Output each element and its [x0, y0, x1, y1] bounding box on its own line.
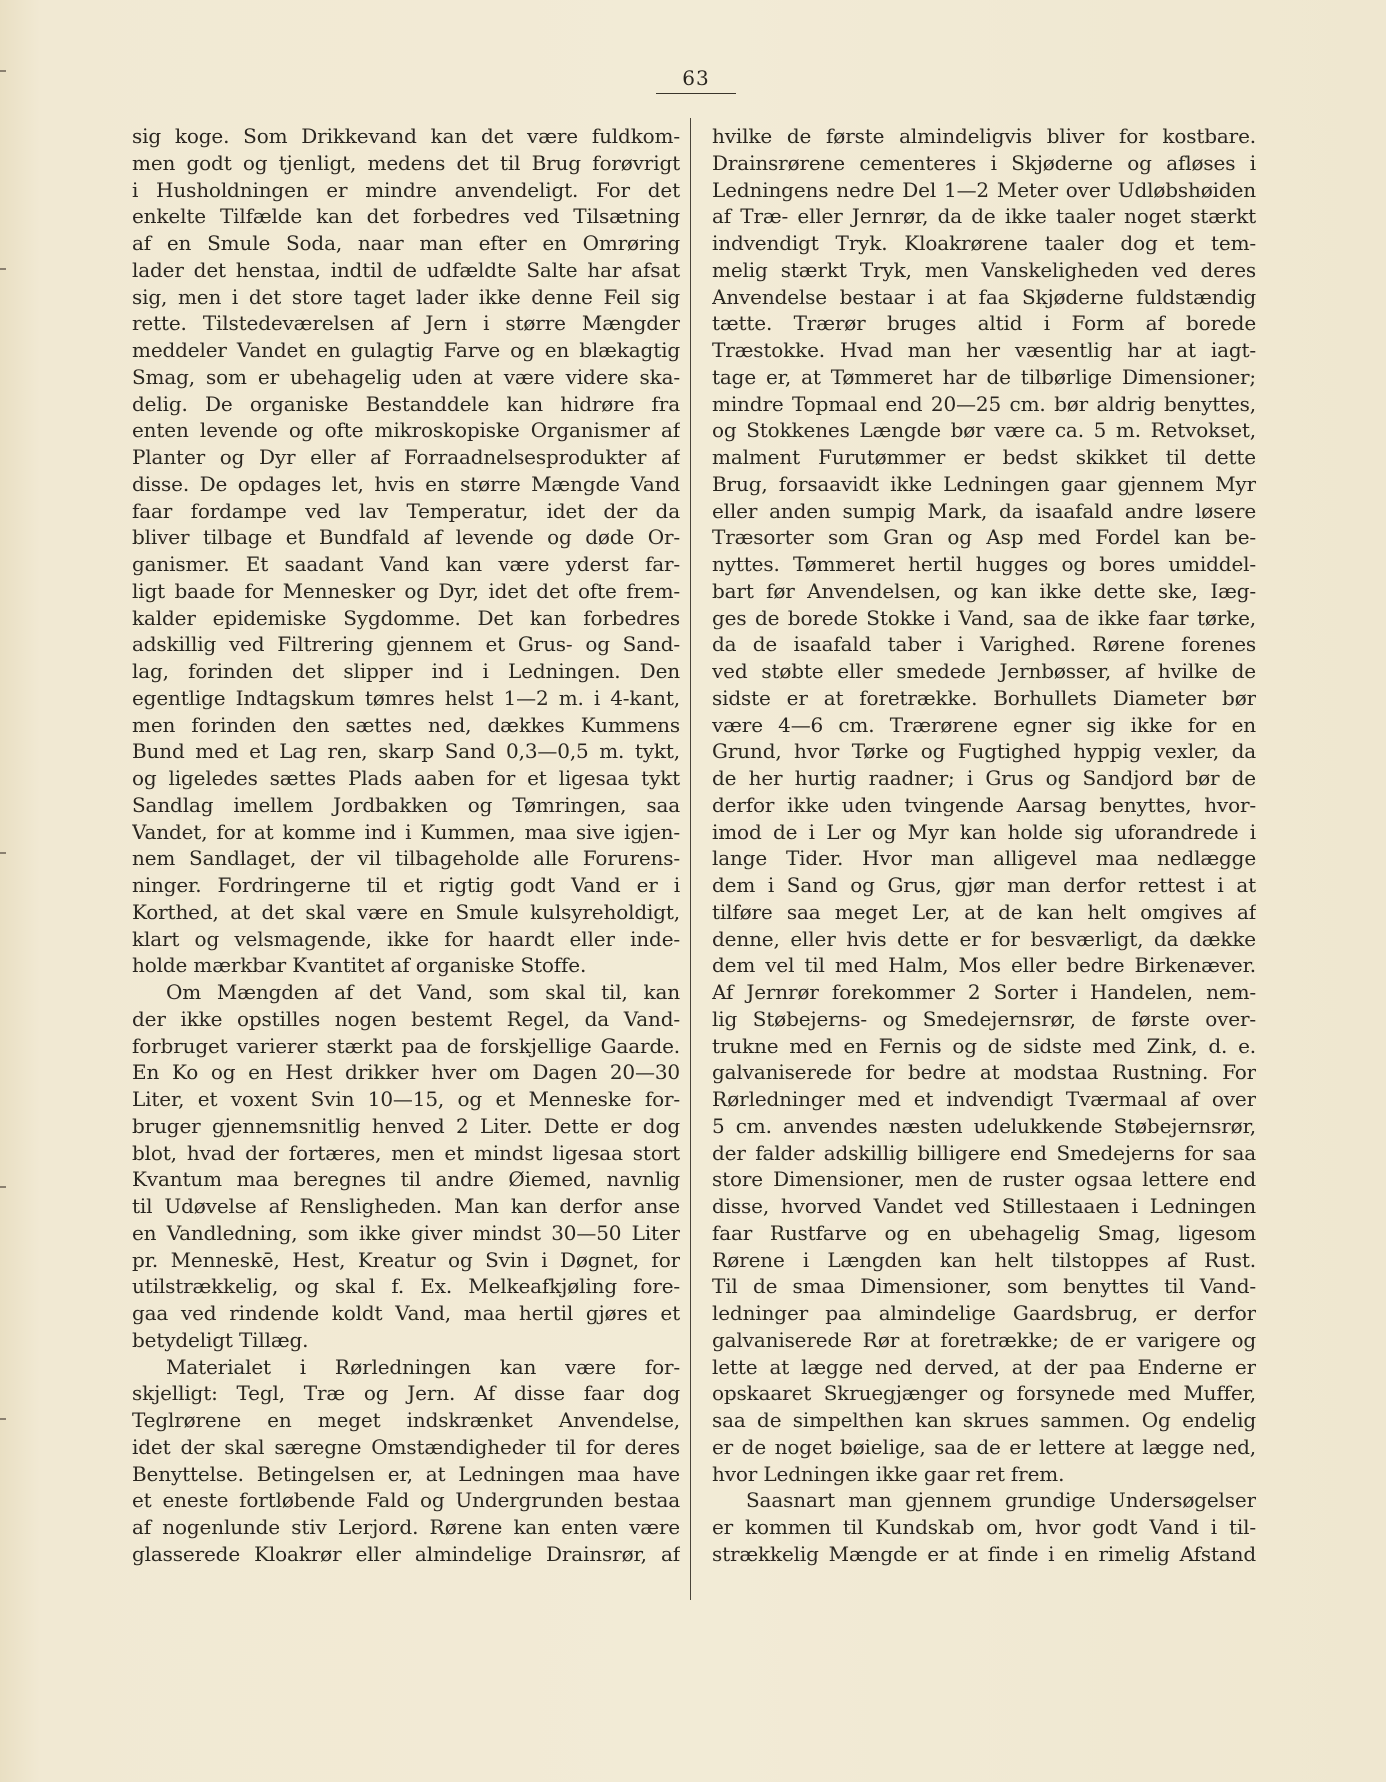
margin-mark	[0, 70, 6, 72]
column-divider	[690, 118, 691, 1600]
text-line: kalder epidemiske Sygdomme. Det kan forbedres	[132, 605, 680, 630]
text-line: mindre Topmaal end 20—25 cm. bør aldrig benyttes,	[712, 391, 1256, 416]
text-line: Kvantum maa beregnes til andre Øiemed, navnlig	[132, 1167, 680, 1192]
text-line: være 4—6 cm. Trærørene egner sig ikke for en	[712, 712, 1256, 737]
margin-mark	[0, 1418, 6, 1420]
text-line: der falder adskillig billigere end Smedejerns for saa	[712, 1140, 1256, 1165]
text-line: Benyttelse. Betingelsen er, at Ledningen maa have	[132, 1461, 680, 1486]
text-line: holde mærkbar Kvantitet af organiske Stoffe.	[132, 953, 587, 978]
text-line: lette at lægge ned derved, at der paa Enderne er	[712, 1354, 1256, 1379]
text-line: men godt og tjenligt, medens det til Brug forøvrigt	[132, 150, 680, 175]
text-line: egentlige Indtagskum tømres helst 1—2 m. i 4-kant,	[132, 685, 680, 710]
text-line: bliver tilbage et Bundfald af levende og døde Or-	[132, 525, 680, 550]
text-line: melig stærkt Tryk, men Vanskeligheden ved deres	[712, 257, 1256, 282]
text-line: Liter, et voxent Svin 10—15, og et Menneske for-	[132, 1087, 680, 1111]
text-line: Vandet, for at komme ind i Kummen, maa sive igjen-	[132, 819, 680, 844]
text-line: ges de borede Stokke i Vand, saa de ikke faar tørke,	[712, 605, 1256, 630]
text-line: derfor ikke uden tvingende Aarsag benyttes, hvor-	[712, 792, 1256, 817]
text-line: indvendigt Tryk. Kloakrørene taaler dog et tem-	[712, 231, 1256, 255]
text-line: 5 cm. anvendes næsten udelukkende Støbejernsrør,	[712, 1113, 1256, 1138]
text-line: Træstokke. Hvad man her væsentlig har at iagt-	[712, 338, 1256, 362]
text-line: er kommen til Kundskab om, hvor godt Vand i til-	[712, 1515, 1256, 1539]
text-line: hvor Ledningen ikke gaar ret frem.	[712, 1461, 1065, 1486]
text-line: nem Sandlaget, der vil tilbageholde alle Forurens-	[132, 846, 680, 871]
margin-mark	[0, 1186, 6, 1188]
text-line: idet der skal særegne Omstændigheder til for deres	[132, 1434, 680, 1459]
text-line: galvaniserede Rør at foretrække; de er varigere og	[712, 1327, 1256, 1352]
text-line: saa de simpelthen kan skrues sammen. Og endelig	[712, 1408, 1256, 1432]
text-line: de her hurtig raadner; i Grus og Sandjord bør de	[712, 766, 1256, 790]
text-line: Bund med et Lag ren, skarp Sand 0,3—0,5 m. tykt,	[132, 739, 680, 764]
text-line: eller anden sumpig Mark, da isaafald andre løsere	[712, 498, 1256, 523]
text-line: disse, hvorved Vandet ved Stillestaaen i Ledningen	[712, 1194, 1256, 1218]
text-line: malment Furutømmer er bedst skikket til dette	[712, 445, 1256, 469]
page-number: 63	[682, 66, 710, 90]
text-line: Sandlag imellem Jordbakken og Tømringen, saa	[132, 792, 680, 817]
text-line: tætte. Trærør bruges altid i Form af borede	[712, 311, 1256, 336]
text-line: dem vel til med Halm, Mos eller bedre Birkenæver.	[712, 953, 1256, 978]
text-line: lig Støbejerns- og Smedejernsrør, de første over-	[712, 1006, 1256, 1031]
text-line: Korthed, at det skal være en Smule kulsyreholdigt,	[132, 899, 680, 924]
text-line: er de noget bøielige, saa de er lettere at lægge ned,	[712, 1434, 1256, 1459]
text-line: tage er, at Tømmeret har de tilbørlige Dimensioner;	[712, 364, 1256, 389]
text-line: Smag, som er ubehagelig uden at være videre ska-	[132, 364, 680, 389]
text-line: faar fordampe ved lav Temperatur, idet der da	[132, 498, 680, 523]
text-line: denne, eller hvis dette er for besværligt, da dække	[712, 926, 1256, 951]
text-line: utilstrækkelig, og skal f. Ex. Melkeafkjøling fore-	[132, 1274, 680, 1299]
text-line: enkelte Tilfælde kan det forbedres ved Tilsætning	[132, 204, 680, 229]
text-line: Af Jernrør forekommer 2 Sorter i Handelen, nem-	[712, 980, 1256, 1004]
text-line: sidste er at foretrække. Borhullets Diameter bør	[712, 685, 1256, 710]
text-line: betydeligt Tillæg.	[132, 1327, 309, 1352]
text-line: imod de i Ler og Myr kan holde sig uforandrede i	[712, 819, 1256, 844]
text-line: galvaniserede for bedre at modstaa Rustning. For	[712, 1060, 1256, 1085]
text-line: bart før Anvendelsen, og kan ikke dette ske, Iæg-	[712, 578, 1256, 603]
text-line: en Vandledning, som ikke giver mindst 30—50 Liter	[132, 1220, 680, 1245]
text-line: ganismer. Et saadant Vand kan være yderst far-	[132, 552, 680, 576]
text-line: men forinden den sættes ned, dækkes Kummens	[132, 712, 680, 737]
text-line: til Udøvelse af Rensligheden. Man kan derfor anse	[132, 1194, 680, 1218]
text-line: pr. Menneskē, Hest, Kreatur og Svin i Døgnet, for	[132, 1247, 680, 1272]
text-line: Træsorter som Gran og Asp med Fordel kan be-	[712, 525, 1256, 550]
text-line: delig. De organiske Bestanddele kan hidrøre fra	[132, 391, 680, 416]
text-line: blot, hvad der fortæres, men et mindst ligesaa stort	[132, 1140, 680, 1165]
text-line: Til de smaa Dimensioner, som benyttes til Vand-	[712, 1274, 1256, 1299]
margin-mark	[0, 268, 6, 270]
text-line: Teglrørene en meget indskrænket Anvendelse,	[132, 1408, 680, 1432]
text-line: et eneste fortløbende Fald og Undergrunden bestaa	[132, 1488, 680, 1513]
text-line: af nogenlunde stiv Lerjord. Rørene kan enten være	[132, 1515, 680, 1539]
text-line: Rørene i Længden kan helt tilstoppes af Rust.	[712, 1247, 1256, 1272]
text-line: Saasnart man gjennem grundige Undersøgelser	[746, 1488, 1256, 1513]
text-line: ledninger paa almindelige Gaardsbrug, er derfor	[712, 1301, 1256, 1325]
text-line: Drainsrørene cementeres i Skjøderne og afløses i	[712, 150, 1256, 175]
text-line: faar Rustfarve og en ubehagelig Smag, ligesom	[712, 1220, 1256, 1245]
text-line: rette. Tilstedeværelsen af Jern i større Mængder	[132, 311, 680, 336]
text-line: hvilke de første almindeligvis bliver for kostbare.	[712, 124, 1256, 148]
text-line: der ikke opstilles nogen bestemt Regel, da Vand-	[132, 1006, 680, 1031]
text-line: og Stokkenes Længde bør være ca. 5 m. Retvokset,	[712, 418, 1256, 443]
text-line: adskillig ved Filtrering gjennem et Grus- og Sand-	[132, 632, 680, 657]
margin-mark	[0, 852, 6, 854]
text-line: lag, forinden det slipper ind i Ledningen. Den	[132, 659, 680, 683]
header-rule	[656, 93, 736, 94]
text-line: forbruget varierer stærkt paa de forskjellige Gaarde.	[132, 1033, 680, 1058]
text-line: lange Tider. Hvor man alligevel maa nedlægge	[712, 846, 1256, 871]
text-line: enten levende og ofte mikroskopiske Organismer af	[132, 418, 680, 443]
text-line: klart og velsmagende, ikke for haardt eller inde-	[132, 926, 680, 951]
text-line: af en Smule Soda, naar man efter en Omrøring	[132, 231, 680, 255]
text-line: nyttes. Tømmeret hertil hugges og bores umiddel-	[712, 552, 1256, 576]
text-line: Grund, hvor Tørke og Fugtighed hyppig vexler, da	[712, 739, 1256, 764]
text-line: sig, men i det store taget lader ikke denne Feil sig	[132, 284, 680, 309]
text-line: gaa ved rindende koldt Vand, maa hertil gjøres et	[132, 1301, 680, 1325]
text-line: da de isaafald taber i Varighed. Rørene forenes	[712, 632, 1256, 657]
text-line: Anvendelse bestaar i at faa Skjøderne fuldstændig	[712, 284, 1256, 309]
text-line: af Træ- eller Jernrør, da de ikke taaler noget stærkt	[712, 204, 1256, 229]
text-line: skjelligt: Tegl, Træ og Jern. Af disse faar dog	[132, 1381, 680, 1406]
text-line: i Husholdningen er mindre anvendeligt. For det	[132, 177, 680, 202]
text-line: sig koge. Som Drikkevand kan det være fuldkom-	[132, 124, 680, 148]
text-line: dem i Sand og Grus, gjør man derfor rettest i at	[712, 873, 1256, 897]
text-line: Om Mængden af det Vand, som skal til, kan	[166, 980, 680, 1004]
text-line: Rørledninger med et indvendigt Tværmaal af over	[712, 1087, 1256, 1111]
right-column	[712, 123, 1256, 1568]
text-line: lader det henstaa, indtil de udfældte Salte har afsat	[132, 257, 680, 282]
text-line: Materialet i Rørledningen kan være for-	[166, 1354, 680, 1379]
text-line: store Dimensioner, men de ruster ogsaa lettere end	[712, 1167, 1256, 1192]
text-line: Planter og Dyr eller af Forraadnelsesprodukter af	[132, 445, 680, 469]
text-line: trukne med en Fernis og de sidste med Zink, d. e.	[712, 1033, 1256, 1058]
text-line: ved støbte eller smedede Jernbøsser, af hvilke de	[712, 659, 1256, 683]
text-line: ninger. Fordringerne til et rigtig godt Vand er i	[132, 873, 680, 897]
text-line: En Ko og en Hest drikker hver om Dagen 20—30	[132, 1060, 680, 1085]
text-line: Ledningens nedre Del 1—2 Meter over Udløbshøiden	[712, 177, 1256, 202]
text-line: Brug, forsaavidt ikke Ledningen gaar gjennem Myr	[712, 471, 1256, 496]
text-line: og ligeledes sættes Plads aaben for et ligesaa tykt	[132, 766, 680, 790]
text-line: ligt baade for Mennesker og Dyr, idet det ofte frem-	[132, 578, 680, 603]
text-line: tilføre saa meget Ler, at de kan helt omgives af	[712, 899, 1256, 924]
text-line: meddeler Vandet en gulagtig Farve og en blækagtig	[132, 338, 680, 362]
text-line: bruger gjennemsnitlig henved 2 Liter. Dette er dog	[132, 1113, 680, 1138]
text-line: strækkelig Mængde er at finde i en rimelig Afstand	[712, 1541, 1256, 1566]
text-line: glasserede Kloakrør eller almindelige Drainsrør, af	[132, 1541, 680, 1566]
left-column	[132, 123, 680, 1568]
text-line: disse. De opdages let, hvis en større Mængde Vand	[132, 471, 680, 496]
text-line: opskaaret Skruegjænger og forsynede med Muffer,	[712, 1381, 1256, 1406]
